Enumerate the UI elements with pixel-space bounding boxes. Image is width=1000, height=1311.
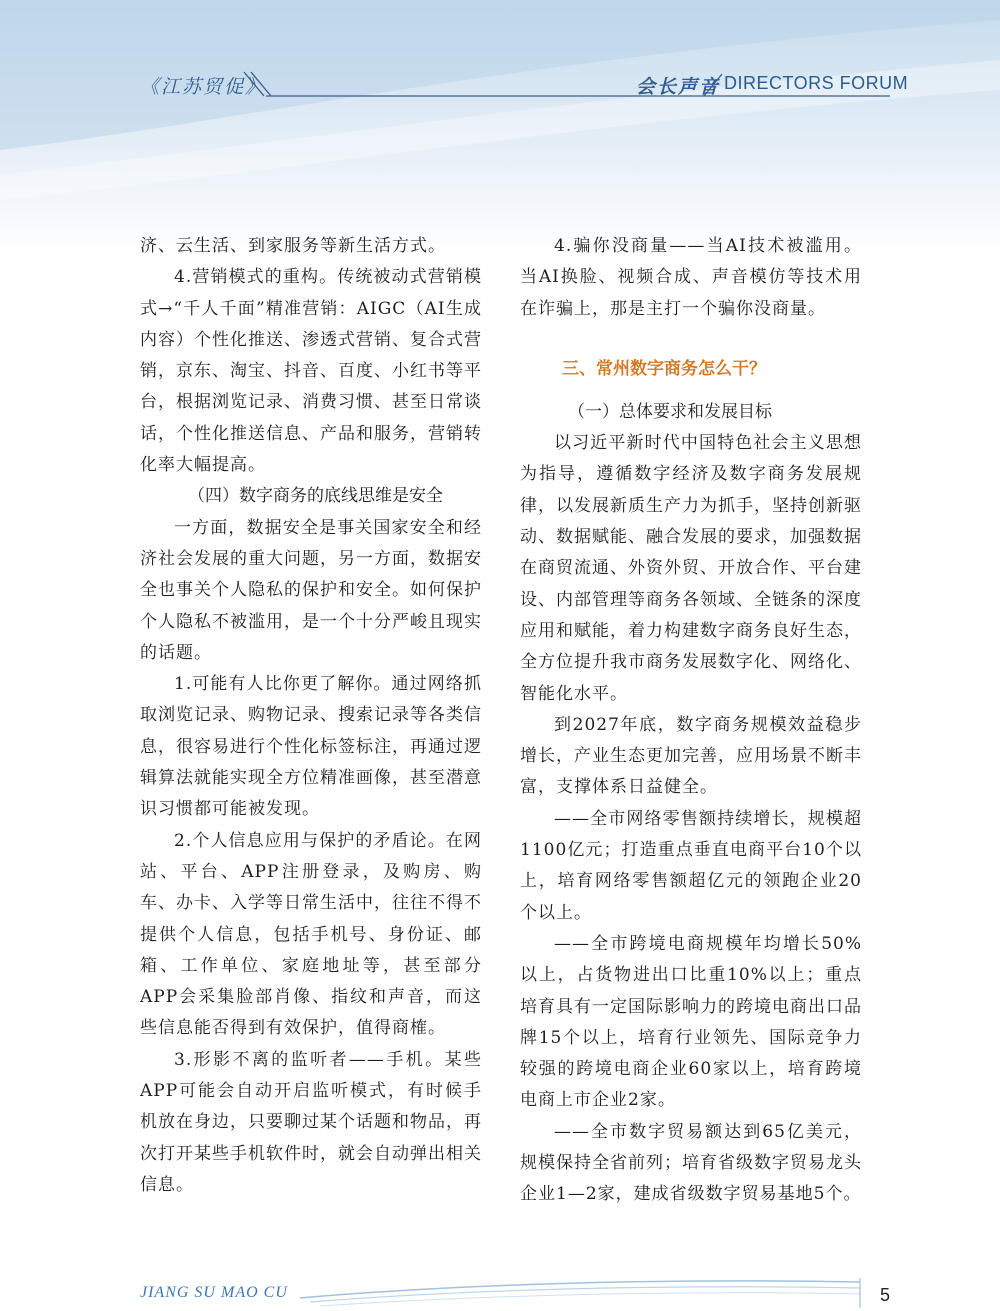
- subsection-heading: （一）总体要求和发展目标: [568, 401, 772, 422]
- section-heading: 三、常州数字商务怎么干？: [562, 358, 766, 379]
- subsection-heading: （四）数字商务的底线思维是安全: [188, 486, 443, 507]
- paragraph: 1.可能有人比你更了解你。通过网络抓取浏览记录、购物记录、搜索记录等各类信息，很容易进行个性化标签标注，再通过逻辑算法就能实现全方位精准画像，甚至潜意识习惯都可能被发现。: [140, 674, 482, 820]
- page-number: 5: [880, 1285, 891, 1305]
- paragraph: ——全市网络零售额持续增长，规模超1100亿元；打造重点垂直电商平台10个以上，培育网络零售额超亿元的领跑企业20个以上。: [520, 808, 862, 923]
- paragraph: 4.骗你没商量——当AI技术被滥用。当AI换脸、视频合成、声音模仿等技术用在诈骗上，那是主打一个骗你没商量。: [520, 236, 862, 319]
- paragraph: ——全市数字贸易额达到65亿美元，规模保持全省前列；培育省级数字贸易龙头企业1—2家，建成省级数字贸易基地5个。: [520, 1121, 862, 1205]
- footer-journal-name: JIANG SU MAO CU: [140, 1284, 288, 1301]
- left-column: [140, 231, 482, 1201]
- paragraph: ——全市跨境电商规模年均增长50%以上，占货物进出口比重10%以上；重点培育具有一定国际影响力的跨境电商出口品牌15个以上，培育行业领先、国际竞争力较强的跨境电商企业60家以上，培育跨境电商上市企业2家。: [520, 933, 862, 1111]
- right-column: [520, 231, 862, 1211]
- paragraph: 4.营销模式的重构。传统被动式营销模式→“千人千面”精准营销：AIGC（AI生成内容）个性化推送、渗透式营销、复合式营销，京东、淘宝、抖音、百度、小红书等平台，根据浏览记录、消费习惯、甚至日常谈话，个性化推送信息、产品和服务，营销转化率大幅提高。: [140, 267, 482, 476]
- paragraph: 到2027年底，数字商务规模效益稳步增长，产业生态更加完善，应用场景不断丰富，支撑体系日益健全。: [520, 714, 862, 798]
- column-title-en: DIRECTORS FORUM: [724, 73, 909, 93]
- paragraph: 3.形影不离的监听者——手机。某些APP可能会自动开启监听模式，有时候手机放在身边，只要聊过某个话题和物品，再次打开某些手机软件时，就会自动弹出相关信息。: [140, 1049, 482, 1195]
- paragraph: 以习近平新时代中国特色社会主义思想为指导，遵循数字经济及数字商务发展规律，以发展新质生产力为抓手，坚持创新驱动、数据赋能、融合发展的要求，加强数据在商贸流通、外资外贸、开放合作、平台建设、内部管理等商务各领域、全链条的深度应用和赋能，着力构建数字商务良好生态，全方位提升我市商务发展数字化、网络化、智能化水平。: [520, 433, 862, 704]
- column-title: 会长声音: [636, 76, 721, 98]
- paragraph: 2.个人信息应用与保护的矛盾论。在网站、平台、APP注册登录，及购房、购车、办卡、入学等日常生活中，往往不得不提供个人信息，包括手机号、身份证、邮箱、工作单位、家庭地址等，甚至部分APP会采集脸部肖像、指纹和声音，而这些信息能否得到有效保护，值得商榷。: [140, 830, 482, 1039]
- paragraph: 济、云生活、到家服务等新生活方式。: [140, 236, 446, 256]
- journal-title: 《江苏贸促》: [140, 76, 267, 98]
- paragraph: 一方面，数据安全是事关国家安全和经济社会发展的重大问题，另一方面，数据安全也事关个人隐私的保护和安全。如何保护个人隐私不被滥用，是一个十分严峻且现实的话题。: [140, 517, 482, 663]
